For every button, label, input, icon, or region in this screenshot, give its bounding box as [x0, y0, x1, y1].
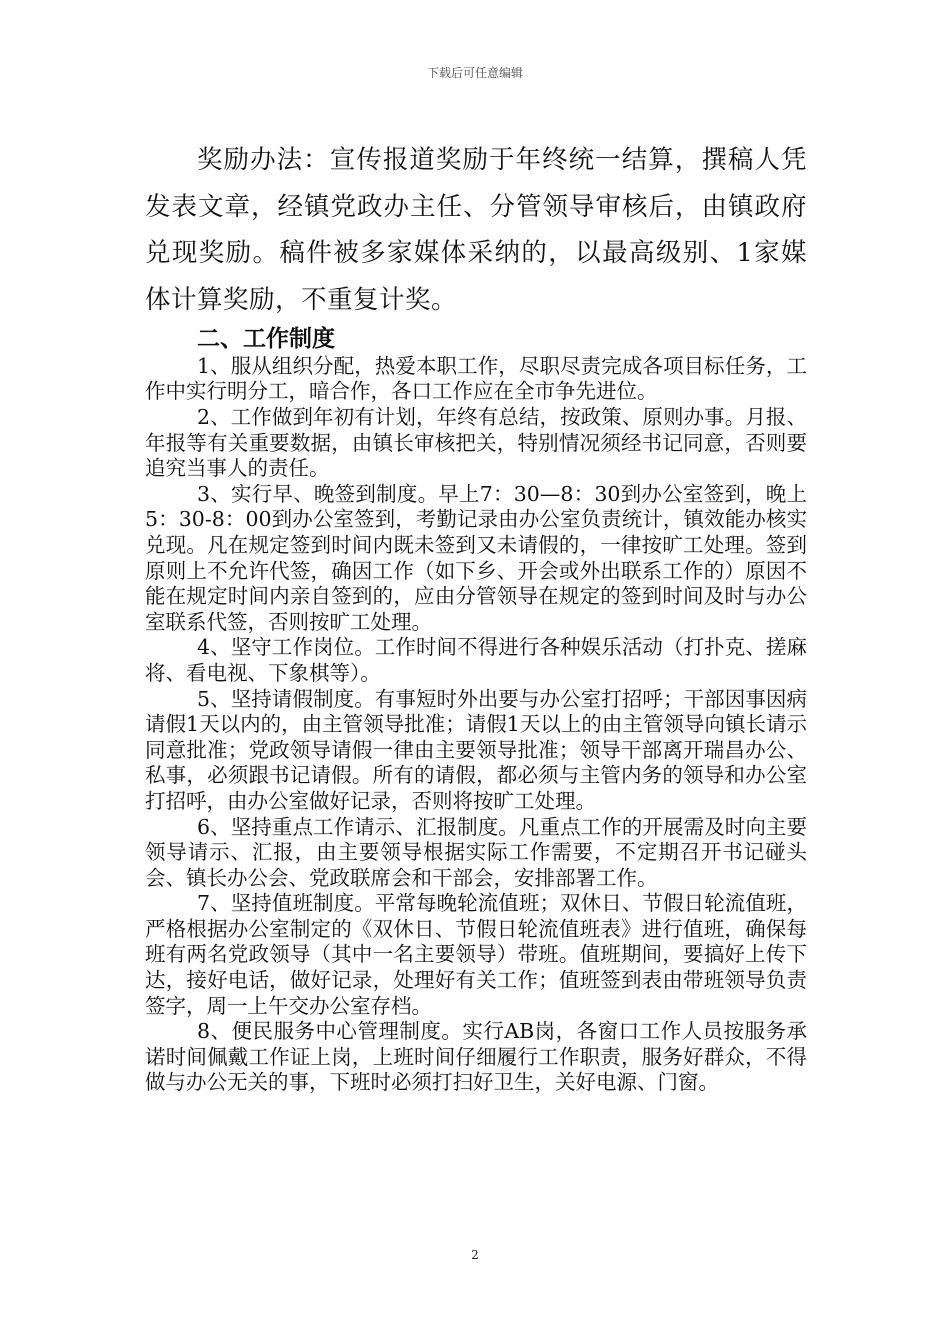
- document-body: [145, 137, 807, 1096]
- rule-paragraph: 8、便民服务中心管理制度。实行AB岗，各窗口工作人员按服务承诺时间佩戴工作证上岗，上班时间仔细履行工作职责，服务好群众，不得做与办公无关的事，下班时必须打扫好卫生，关好电源、门窗。: [145, 1019, 807, 1095]
- reward-paragraph: 奖励办法：宣传报道奖励于年终统一结算，撰稿人凭发表文章，经镇党政办主任、分管领导审核后，由镇政府兑现奖励。稿件被多家媒体采纳的，以最高级别、1家媒体计算奖励，不重复计奖。: [145, 145, 807, 316]
- section-title: 二、工作制度: [197, 325, 335, 352]
- page-header: 下载后可任意编辑: [426, 66, 523, 80]
- rule-paragraph: 7、坚持值班制度。平常每晚轮流值班；双休日、节假日轮流值班，严格根据办公室制定的《双休日、节假日轮流值班表》进行值班，确保每班有两名党政领导（其中一名主要领导）带班。值班期间，要搞好上传下达，接好电话，做好记录，处理好有关工作；值班签到表由带班领导负责签字，周一上午交办公室存档。: [145, 891, 807, 1018]
- page-number: 2: [471, 1248, 479, 1262]
- rule-paragraph: 2、工作做到年初有计划，年终有总结，按政策、原则办事。月报、年报等有关重要数据，由镇长审核把关，特别情况须经书记同意，否则要追究当事人的责任。: [145, 405, 807, 481]
- reward-section: [145, 137, 807, 324]
- rules-list: [145, 354, 807, 1096]
- rule-paragraph: 4、坚守工作岗位。工作时间不得进行各种娱乐活动（打扑克、搓麻将、看电视、下象棋等）。: [145, 635, 807, 685]
- rule-paragraph: 5、坚持请假制度。有事短时外出要与办公室打招呼；干部因事因病请假1天以内的，由主管领导批准；请假1天以上的由主管领导向镇长请示同意批准；党政领导请假一律由主要领导批准；领导干部离开瑞昌办公、私事，必须跟书记请假。所有的请假，都必须与主管内务的领导和办公室打招呼，由办公室做好记录，否则将按旷工处理。: [145, 686, 807, 813]
- rule-paragraph: 3、实行早、晚签到制度。早上7：30—8：30到办公室签到，晚上5：30-8：00到办公室签到，考勤记录由办公室负责统计，镇效能办核实兑现。凡在规定签到时间内既未签到又未请假的，一律按旷工处理。签到原则上不允许代签，确因工作（如下乡、开会或外出联系工作的）原因不能在规定时间内亲自签到的，应由分管领导在规定的签到时间及时与办公室联系代签，否则按旷工处理。: [145, 481, 807, 634]
- rule-paragraph: 6、坚持重点工作请示、汇报制度。凡重点工作的开展需及时向主要领导请示、汇报，由主要领导根据实际工作需要，不定期召开书记碰头会、镇长办公会、党政联席会和干部会，安排部署工作。: [145, 814, 807, 890]
- rule-paragraph: 1、服从组织分配，热爱本职工作，尽职尽责完成各项目标任务，工作中实行明分工，暗合作，各口工作应在全市争先进位。: [145, 353, 807, 404]
